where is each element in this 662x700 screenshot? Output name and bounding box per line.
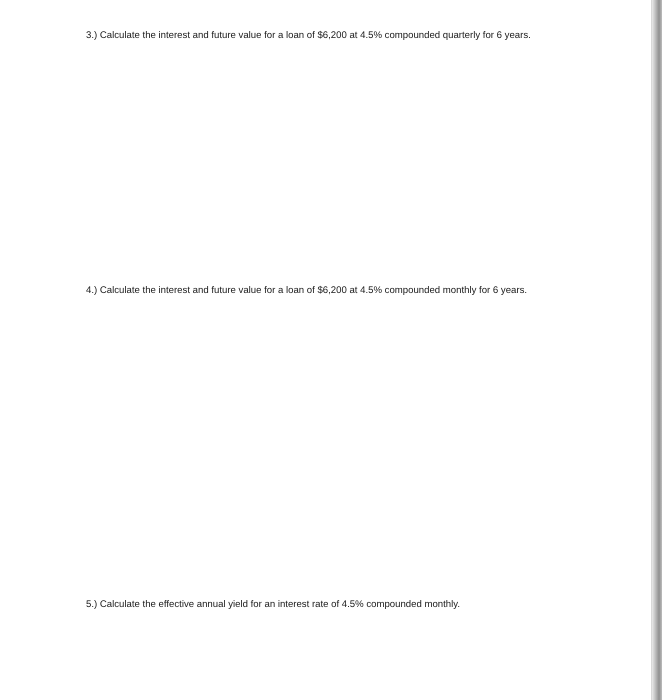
question-3-text: 3.) Calculate the interest and future value for a loan of $6,200 at 4.5% compounded quarterly for 6 years. bbox=[86, 30, 531, 41]
page-edge-shadow bbox=[652, 0, 662, 700]
question-5-text: 5.) Calculate the effective annual yield for an interest rate of 4.5% compounded monthly. bbox=[86, 599, 461, 610]
question-4-text: 4.) Calculate the interest and future value for a loan of $6,200 at 4.5% compounded monthly for 6 years. bbox=[86, 285, 528, 296]
